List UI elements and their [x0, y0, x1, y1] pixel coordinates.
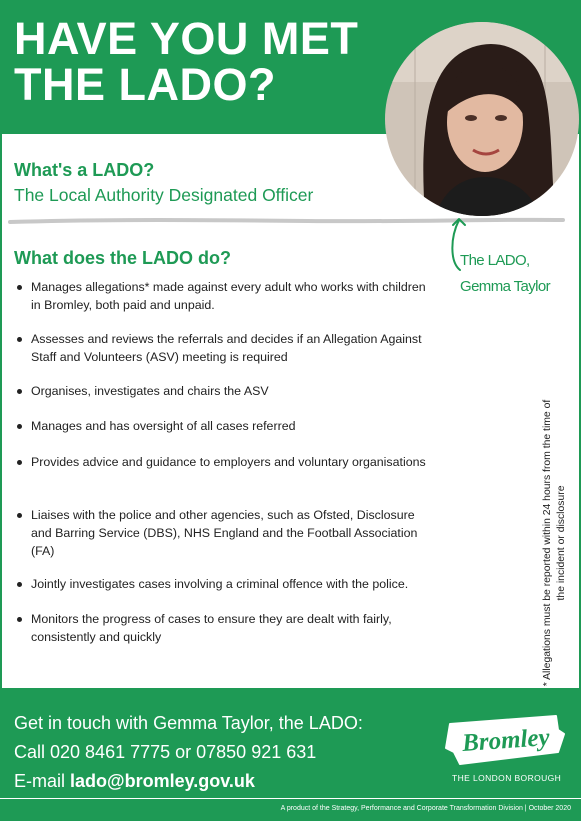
duties-heading: What does the LADO do? [14, 248, 231, 268]
page-title [14, 13, 359, 110]
logo-tagline: THE LONDON BOROUGH [452, 773, 562, 783]
contact-email-line [14, 767, 363, 796]
section-divider [8, 216, 568, 226]
email-link[interactable]: lado@bromley.gov.uk [70, 771, 255, 791]
list-item: Jointly investigates cases involving a criminal offence with the police. [14, 575, 408, 593]
list-item: Monitors the progress of cases to ensure they are dealt with fairly, consistently and quickly [14, 610, 434, 646]
photo-caption [460, 248, 550, 300]
list-item: Manages allegations* made against every adult who works with children in Bromley, both paid and unpaid. [14, 278, 434, 314]
list-item: Assesses and reviews the referrals and decides if an Allegation Against Staff and Volunteers (ASV) meeting is required [14, 330, 434, 366]
list-item: Organises, investigates and chairs the ASV [14, 382, 269, 400]
contact-phone[interactable]: Call 020 8461 7775 or 07850 921 631 [14, 742, 317, 762]
lado-definition: The Local Authority Designated Officer [14, 185, 314, 205]
logo-wordmark: Bromley [461, 723, 551, 758]
contact-intro: Get in touch with Gemma Taylor, the LADO: [14, 713, 363, 733]
email-label: E-mail [14, 771, 71, 791]
title-line-1: HAVE YOU MET [14, 13, 359, 64]
credit-line: A product of the Strategy, Performance and Corporate Transformation Division | October 2020 [280, 805, 571, 812]
list-item: Liaises with the police and other agencies, such as Ofsted, Disclosure and Barring Service (DBS), NHS England and the Football Association (FA) [14, 506, 434, 560]
list-item: Manages and has oversight of all cases referred [14, 417, 295, 435]
title-line-2: THE LADO? [14, 59, 276, 110]
caption-name: Gemma Taylor [460, 278, 551, 295]
whats-a-lado-heading: What's a LADO? [14, 160, 155, 180]
lado-portrait-photo [385, 22, 579, 216]
contact-details [14, 709, 363, 796]
allegation-footnote-text: * Allegations must be reported within 24 hours from the time of the incident or disclosure [542, 399, 567, 687]
bromley-logo [440, 708, 570, 772]
caption-role: The LADO, [460, 252, 530, 269]
list-item: Provides advice and guidance to employers and voluntary organisations [14, 453, 426, 471]
